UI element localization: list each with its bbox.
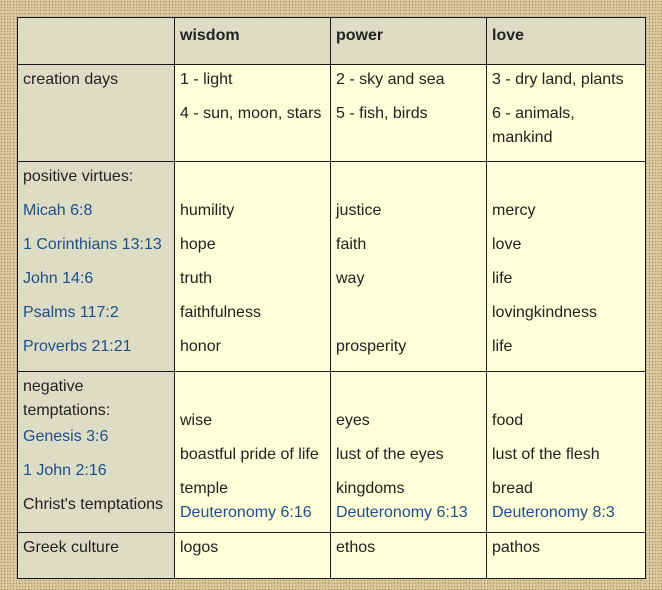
- cell-text: lust of the eyes: [336, 446, 444, 463]
- greek-love: pathos: [487, 533, 646, 579]
- cell-text: lovingkindness: [492, 304, 597, 321]
- row-positive-virtues: [18, 162, 646, 372]
- header-love: love: [487, 18, 646, 65]
- ref-link-psalms[interactable]: Psalms 117:2: [23, 304, 119, 321]
- virtues-power: [331, 162, 487, 372]
- cell-text: 2 - sky and sea: [336, 71, 445, 88]
- cell-text: lust of the flesh: [492, 446, 600, 463]
- cell-text: temple: [180, 480, 229, 497]
- temptations-wisdom: [175, 372, 331, 533]
- ref-link-micah[interactable]: Micah 6:8: [23, 202, 93, 219]
- ref-link-1-corinthians[interactable]: 1 Corinthians 13:13: [23, 236, 162, 253]
- virtues-labels: [18, 162, 175, 372]
- cell-text: honor: [180, 338, 221, 355]
- ref-link-deuteronomy-6-13[interactable]: Deuteronomy 6:13: [336, 504, 468, 521]
- cell-text: wise: [180, 412, 213, 429]
- creation-power: [331, 65, 487, 162]
- row-label: creation days: [18, 65, 175, 162]
- cell-text: 3 - dry land, plants: [492, 71, 624, 88]
- ref-link-deuteronomy-8-3[interactable]: Deuteronomy 8:3: [492, 504, 615, 521]
- greek-power: ethos: [331, 533, 487, 579]
- cell-text: boastful pride of life: [180, 446, 319, 463]
- row-greek-culture: [18, 533, 646, 579]
- greek-wisdom: logos: [175, 533, 331, 579]
- header-power: power: [331, 18, 487, 65]
- header-row: [18, 18, 646, 65]
- cell-text: food: [492, 412, 524, 429]
- header-wisdom: wisdom: [175, 18, 331, 65]
- row-label: Greek culture: [18, 533, 175, 579]
- creation-wisdom: [175, 65, 331, 162]
- cell-text: truth: [180, 270, 213, 287]
- cell-text: love: [492, 236, 522, 253]
- row-label: positive virtues:: [23, 168, 134, 185]
- cell-text: life: [492, 270, 513, 287]
- ref-link-proverbs[interactable]: Proverbs 21:21: [23, 338, 132, 355]
- cell-text: way: [336, 270, 365, 287]
- cell-text: bread: [492, 480, 533, 497]
- header-corner: [18, 18, 175, 65]
- ref-link-1-john[interactable]: 1 John 2:16: [23, 462, 107, 479]
- cell-text: prosperity: [336, 338, 407, 355]
- virtues-love: [487, 162, 646, 372]
- row-negative-temptations: [18, 372, 646, 533]
- row-label: negative temptations:: [23, 378, 111, 419]
- row-label: Christ's temptations: [23, 496, 163, 513]
- cell-text: eyes: [336, 412, 370, 429]
- themes-table: [17, 17, 646, 579]
- ref-link-genesis[interactable]: Genesis 3:6: [23, 428, 109, 445]
- temptations-power: [331, 372, 487, 533]
- cell-text: 1 - light: [180, 71, 233, 88]
- cell-text: kingdoms: [336, 480, 405, 497]
- cell-text: faith: [336, 236, 367, 253]
- cell-text: life: [492, 338, 513, 355]
- cell-text: 6 - animals, mankind: [492, 105, 575, 146]
- cell-text: 5 - fish, birds: [336, 105, 428, 122]
- virtues-wisdom: [175, 162, 331, 372]
- ref-link-deuteronomy-6-16[interactable]: Deuteronomy 6:16: [180, 504, 312, 521]
- cell-text: 4 - sun, moon, stars: [180, 105, 322, 122]
- creation-love: [487, 65, 646, 162]
- cell-text: justice: [336, 202, 382, 219]
- cell-text: [336, 301, 486, 325]
- cell-text: hope: [180, 236, 216, 253]
- ref-link-john[interactable]: John 14:6: [23, 270, 94, 287]
- cell-text: mercy: [492, 202, 536, 219]
- cell-text: humility: [180, 202, 235, 219]
- row-creation-days: [18, 65, 646, 162]
- temptations-love: [487, 372, 646, 533]
- cell-text: faithfulness: [180, 304, 261, 321]
- temptations-labels: [18, 372, 175, 533]
